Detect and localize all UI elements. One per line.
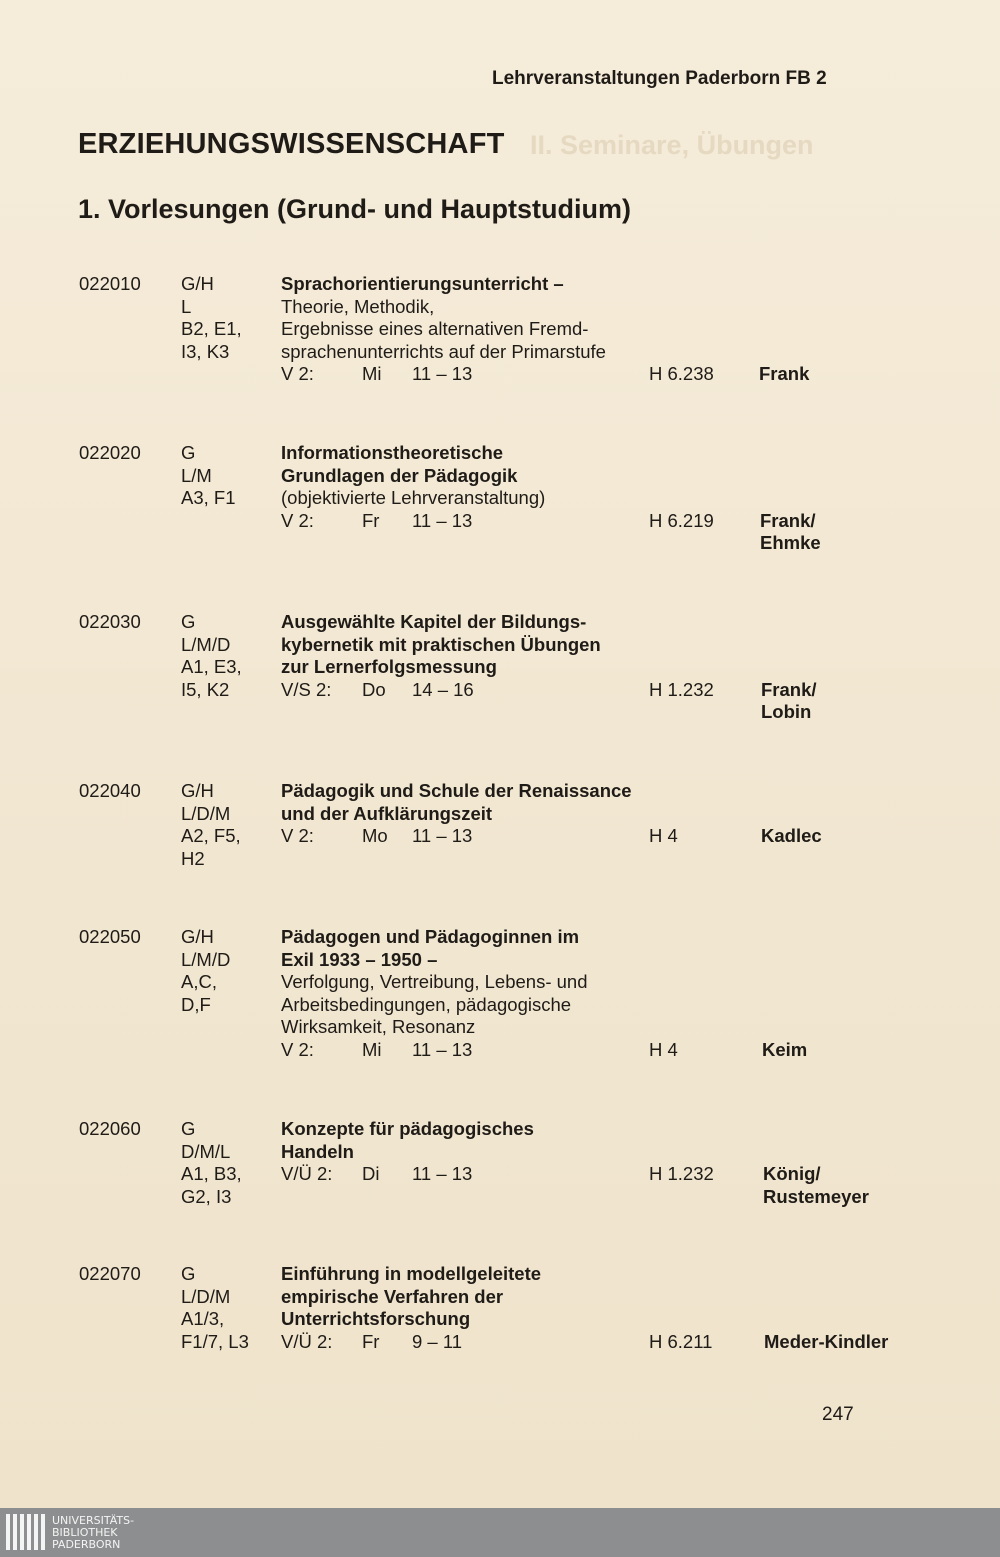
lecturer-name: König/ <box>763 1163 821 1184</box>
course-title-line: Grundlagen der Pädagogik <box>281 464 518 486</box>
course-codes <box>181 611 242 701</box>
course-lecturer <box>761 825 822 848</box>
course-title-line: Unterrichtsforschung <box>281 1308 471 1329</box>
course-code-line: G/H <box>181 273 214 294</box>
course-type: V/Ü 2: <box>281 1163 333 1184</box>
course-code-line: B2, E1, <box>181 318 242 339</box>
course-body <box>281 780 678 848</box>
course-number: 022030 <box>79 611 141 632</box>
course-lecturer <box>760 510 821 555</box>
course-day: Mo <box>362 825 388 846</box>
course-room: H 6.238 <box>649 363 714 384</box>
course-number: 022040 <box>79 780 141 801</box>
section-title: 1. Vorlesungen (Grund- und Hauptstudium) <box>78 194 631 224</box>
course-type: V/S 2: <box>281 678 332 700</box>
course-codes <box>181 1118 242 1208</box>
course-day: Fr <box>362 509 380 531</box>
course-code-line: L/D/M <box>181 1285 231 1307</box>
course-body <box>281 442 714 532</box>
bleed-through-text: II. Seminare, Übungen <box>530 130 814 160</box>
lecturer-name: Kadlec <box>761 825 822 846</box>
course-code-line: L/D/M <box>181 802 231 824</box>
lecturer-name: Keim <box>762 1038 808 1060</box>
library-footer <box>0 1508 1000 1557</box>
course-title-line: Pädagogik und Schule der Renaissance <box>281 780 632 801</box>
course-body <box>281 1263 713 1353</box>
course-code-line: D,F <box>181 993 211 1015</box>
course-code-line: D/M/L <box>181 1140 231 1162</box>
course-code-line: I3, K3 <box>181 340 230 362</box>
course-description-line: Verfolgung, Vertreibung, Lebens- und <box>281 971 588 992</box>
course-code-line: G/H <box>181 780 214 801</box>
course-number: 022010 <box>79 273 141 294</box>
course-room: H 6.211 <box>649 1330 713 1352</box>
course-type: V 2: <box>281 363 314 384</box>
course-title-line: Einführung in modellgeleitete <box>281 1263 542 1284</box>
course-title-line: Pädagogen und Pädagoginnen im <box>281 926 580 947</box>
lecturer-name: Rustemeyer <box>763 1185 869 1207</box>
course-code-line: L <box>181 295 192 317</box>
course-codes <box>181 442 236 510</box>
course-body <box>281 926 678 1061</box>
course-codes <box>181 926 230 1016</box>
course-day: Do <box>362 678 386 700</box>
course-day: Mi <box>362 1038 382 1060</box>
course-day: Di <box>362 1163 380 1184</box>
course-description-line: Arbeitsbedingungen, pädagogische <box>281 993 572 1015</box>
course-lecturer <box>762 1039 807 1062</box>
course-schedule <box>281 1038 678 1062</box>
course-time: 11 – 13 <box>412 363 473 384</box>
library-name <box>52 1515 134 1551</box>
course-code-line: G/H <box>181 926 214 947</box>
course-room: H 1.232 <box>649 678 714 700</box>
course-code-line: L/M <box>181 464 212 486</box>
course-code-line: L/M/D <box>181 633 231 655</box>
library-name-line: PADERBORN <box>52 1538 121 1551</box>
course-day: Mi <box>362 363 382 384</box>
course-body <box>281 273 714 386</box>
course-number: 022060 <box>79 1118 141 1139</box>
course-title-line: Handeln <box>281 1140 354 1162</box>
course-body <box>281 1118 714 1186</box>
library-logo-icon <box>6 1514 45 1550</box>
course-code-line: G <box>181 1263 196 1284</box>
course-code-line: A1/3, <box>181 1308 225 1329</box>
course-lecturer <box>761 679 817 724</box>
course-code-line: G <box>181 611 196 632</box>
course-code-line: H2 <box>181 847 205 869</box>
lecturer-name: Lobin <box>761 701 812 722</box>
course-schedule <box>281 1163 714 1186</box>
course-type: V 2: <box>281 1038 314 1060</box>
course-room: H 4 <box>649 1038 678 1060</box>
course-type: V 2: <box>281 509 314 531</box>
course-title-line: Konzepte für pädagogisches <box>281 1118 534 1139</box>
course-schedule <box>281 825 678 848</box>
course-room: H 6.219 <box>649 509 714 531</box>
course-type: V 2: <box>281 825 314 846</box>
course-room: H 1.232 <box>649 1163 714 1184</box>
course-code-line: A2, F5, <box>181 825 241 846</box>
course-schedule <box>281 363 714 386</box>
course-lecturer <box>759 363 809 386</box>
main-title: ERZIEHUNGSWISSENSCHAFT <box>78 128 505 160</box>
course-code-line: G <box>181 442 196 463</box>
course-description-line: (objektivierte Lehrveranstaltung) <box>281 487 546 508</box>
course-body <box>281 611 714 701</box>
course-room: H 4 <box>649 825 678 846</box>
lecturer-name: Frank <box>759 363 810 384</box>
course-schedule <box>281 678 714 702</box>
course-code-line: I5, K2 <box>181 678 230 700</box>
course-codes <box>181 273 242 363</box>
course-time: 11 – 13 <box>412 1163 473 1184</box>
course-time: 11 – 13 <box>412 825 473 846</box>
course-code-line: G2, I3 <box>181 1185 232 1207</box>
course-time: 11 – 13 <box>412 509 473 531</box>
course-code-line: A3, F1 <box>181 487 236 508</box>
lecturer-name: Meder-Kindler <box>764 1330 889 1352</box>
course-type: V/Ü 2: <box>281 1330 333 1352</box>
course-title-line: und der Aufklärungszeit <box>281 802 493 824</box>
course-code-line: A1, E3, <box>181 656 242 677</box>
course-title-line: empirische Verfahren der <box>281 1285 504 1307</box>
course-title-line: kybernetik mit praktischen Übungen <box>281 633 601 655</box>
page-number: 247 <box>822 1404 854 1425</box>
course-description-line: Theorie, Methodik, <box>281 295 435 317</box>
course-lecturer <box>763 1163 869 1208</box>
course-number: 022050 <box>79 926 141 947</box>
course-schedule <box>281 509 714 533</box>
course-code-line: F1/7, L3 <box>181 1330 249 1352</box>
course-codes <box>181 1263 249 1353</box>
course-code-line: G <box>181 1118 196 1139</box>
course-title-line: Informationstheoretische <box>281 442 504 463</box>
course-description-line: Ergebnisse eines alternativen Fremd- <box>281 318 589 339</box>
course-description-line: Wirksamkeit, Resonanz <box>281 1016 476 1037</box>
course-code-line: L/M/D <box>181 948 231 970</box>
course-codes <box>181 780 241 870</box>
running-head: Lehrveranstaltungen Paderborn FB 2 <box>492 68 827 89</box>
course-day: Fr <box>362 1330 380 1352</box>
course-title-line: zur Lernerfolgsmessung <box>281 656 497 677</box>
course-lecturer <box>764 1331 888 1354</box>
course-description-line: sprachenunterrichts auf der Primarstufe <box>281 340 606 362</box>
lecturer-name: Ehmke <box>760 532 821 553</box>
course-time: 11 – 13 <box>412 1038 473 1060</box>
course-title-line: Sprachorientierungsunterricht – <box>281 273 564 294</box>
library-name-line: BIBLIOTHEK <box>52 1526 118 1539</box>
lecturer-name: Frank/ <box>761 678 817 700</box>
course-schedule <box>281 1330 713 1354</box>
course-number: 022020 <box>79 442 141 463</box>
course-title-line: Ausgewählte Kapitel der Bildungs- <box>281 611 587 632</box>
course-time: 14 – 16 <box>412 678 474 700</box>
course-number: 022070 <box>79 1263 141 1284</box>
library-name-line: UNIVERSITÄTS- <box>52 1514 135 1527</box>
course-time: 9 – 11 <box>412 1330 463 1352</box>
course-code-line: A,C, <box>181 971 217 992</box>
lecturer-name: Frank/ <box>760 509 816 531</box>
course-title-line: Exil 1933 – 1950 – <box>281 948 438 970</box>
course-code-line: A1, B3, <box>181 1163 242 1184</box>
